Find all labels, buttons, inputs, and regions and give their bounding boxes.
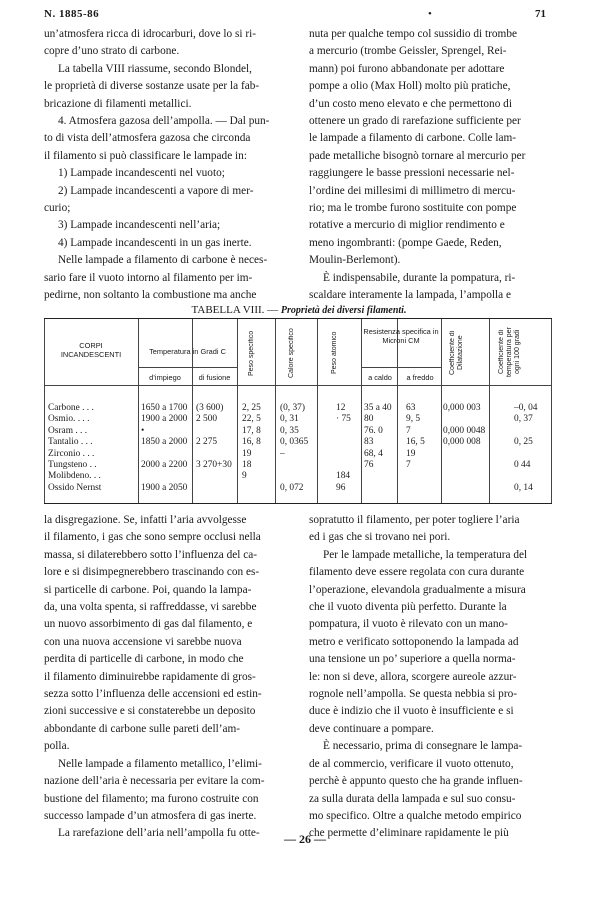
text-line: 4. Atmosfera gazosa dell’ampolla. — Dal pun- (58, 115, 270, 128)
text-line: mo specifico. Oltre a qualche metodo empirico (309, 809, 522, 822)
header-a-freddo: a freddo (406, 373, 434, 382)
properties-table (44, 318, 552, 504)
table-cell-freddo: 19 (406, 448, 416, 459)
table-cell-peso: 17, 8 (242, 425, 261, 436)
text-line: mann) poi furono abbandonate per adottare (309, 62, 505, 75)
header-calore-specifico: Calore specifico (288, 328, 295, 378)
text-line: la disgregazione. Se, infatti l’aria avvolgesse (44, 514, 247, 526)
header-coeff-temperatura: Coefficiente di temperatura per ogni 100 gradi (498, 327, 521, 377)
text-line: Per le lampade metalliche, la temperatura del (323, 548, 528, 561)
column-bottom-left (44, 512, 294, 843)
text-line: una tensione un po’ superiore a quella norma- (309, 653, 516, 666)
text-line: il filamento, i gas che sono sempre occlusi nella (44, 531, 261, 544)
table-cell-calore: – (280, 448, 285, 459)
table-cell-fusione: (3 600) (196, 403, 224, 413)
header-fusione: di fusione (198, 373, 231, 382)
table-cell-calore: 0, 0365 (280, 437, 309, 448)
text-line: scaldare interamente la lampada, l’ampolla e (309, 289, 511, 302)
text-line: le proprietà di diverse sostanze usate per la fab- (44, 80, 260, 93)
text-line: perdita di particelle di carbone, in modo che (44, 653, 244, 666)
text-line: che il vuoto diventa più perfetto. Durante la (309, 601, 507, 614)
table-cell-temp: 0, 14 (514, 482, 533, 493)
text-line: curio; (44, 202, 71, 215)
text-line: 2) Lampade incandescenti a vapore di mer- (58, 184, 254, 197)
text-line: da, una volta spenta, si raffreddasse, vi sarebbe (44, 601, 257, 614)
table-cell-fusione: 2 275 (196, 437, 218, 448)
table-cell-impiego: • (141, 425, 145, 436)
table-row (44, 460, 552, 471)
text-line: 3) Lampade incandescenti nell’aria; (58, 219, 221, 232)
text-line: pedirne, non soltanto la combustione ma anche (44, 289, 257, 302)
table-cell-atomico: 12 (336, 403, 346, 413)
table-cell-caldo: 80 (364, 414, 374, 425)
text-line: l’ordine dei millesimi di millimetro di mercu- (309, 184, 516, 197)
table-cell-calore: 0, 31 (280, 414, 299, 425)
table-cell-impiego: 1900 a 2050 (141, 482, 188, 493)
table-cell-impiego: 1650 a 1700 (141, 403, 188, 413)
table-cell-freddo: 16, 5 (406, 437, 425, 448)
text-line: È indispensabile, durante la pompatura, ri- (323, 271, 516, 284)
header-peso-atomico: Peso atomico (331, 331, 338, 375)
text-line: a mercurio (trombe Geissler, Sprengel, Rei- (309, 45, 507, 58)
text-line: pompe a olio (Max Holl) molto più pratiche, (309, 80, 511, 93)
table-cell-freddo: 63 (406, 403, 416, 413)
page-number: — 26 — (284, 832, 326, 846)
text-line: de al commercio, verificare il vuoto ottenuto, (309, 757, 514, 770)
column-top-left (44, 26, 294, 305)
table-cell-freddo: 7 (406, 425, 411, 436)
table-cell-temp: –0, 04 (514, 403, 538, 413)
table-cell-impiego: 2000 a 2200 (141, 460, 188, 470)
table-cell-peso: 9 (242, 471, 247, 482)
table-row (44, 426, 552, 437)
table-cell-calore: 0, 35 (280, 425, 299, 436)
table-cell-impiego: 1850 a 2000 (141, 437, 188, 448)
text-line: rognole nell’ampolla. Se questa nebbia si pro- (309, 688, 517, 701)
table-row (44, 471, 552, 482)
text-line: È necessario, prima di consegnare le lampa- (323, 740, 523, 753)
text-line: con una nuova accensione vi sarebbe nuova (44, 635, 242, 648)
text-line: le: non si deve, allora, scorgere aureole azzur- (309, 670, 517, 683)
text-line: sario fare il vuoto intorno al filamento per im- (44, 271, 253, 284)
table-cell-name: Ossido Nernst (48, 482, 102, 493)
text-line: che permette d’eliminare rapidamente le più (309, 827, 509, 840)
text-line: il filamento si può classificare le lampade in: (44, 149, 247, 162)
table-cell-peso: 2, 25 (242, 403, 261, 413)
header-a-caldo: a caldo (368, 373, 392, 382)
table-cell-temp: 0, 37 (514, 414, 533, 425)
column-bottom-right (309, 512, 553, 843)
table-cell-peso: 16, 8 (242, 437, 261, 448)
text-line: sezza sotto l’influenza delle accensioni ed estin- (44, 688, 262, 701)
table-title (44, 304, 554, 316)
text-line: pompatura, il vuoto è rilevato con un mano- (309, 618, 508, 631)
table-cell-calore: 0, 072 (280, 482, 304, 493)
text-line: bricazione di filamenti metallici. (44, 97, 192, 110)
table-cell-atomico: 96 (336, 482, 346, 493)
text-line: un’atmosfera ricca di idrocarburi, dove lo si ri- (44, 28, 257, 40)
text-line: to di vista dell’atmosfera gazosa che circonda (44, 132, 251, 145)
table-cell-calore: (0, 37) (280, 403, 305, 413)
text-line: massa, si dilaterebbero sotto l’influenza del ca- (44, 548, 257, 561)
table-cell-caldo: 35 a 40 (364, 403, 392, 413)
table-cell-dilat: 0,000 003 (443, 403, 481, 413)
table-cell-name: Zirconio . . . (48, 448, 95, 459)
table-cell-fusione: 2 500 (196, 414, 218, 425)
table-cell-temp: 0 44 (514, 460, 531, 470)
text-line: nazione dell’aria è necessaria per evitare la com- (44, 775, 265, 788)
table-cell-name: Carbone . . . (48, 403, 94, 413)
text-line: polla. (44, 740, 70, 753)
text-line: rotative a mercurio di miglior rendimento e (309, 219, 505, 232)
table-cell-peso: 18 (242, 460, 252, 470)
text-line: La rarefazione dell’aria nell’ampolla fu otte- (58, 827, 260, 840)
header-dot: • (428, 8, 432, 20)
text-line: Nelle lampade a filamento metallico, l’elimi- (58, 757, 262, 770)
text-line: meno ingombranti: (pompe Gaede, Reden, (309, 236, 502, 249)
page-header-page: 71 (535, 8, 546, 20)
header-peso-specifico: Peso specifico (248, 330, 255, 376)
header-corpi: CORPI INCANDESCENTI (60, 341, 122, 359)
text-line: si particelle di carbone. Poi, quando la lampa- (44, 583, 252, 596)
text-line: sopratutto il filamento, per poter togliere l’aria (309, 514, 520, 526)
column-top-right (309, 26, 553, 305)
table-row (44, 449, 552, 460)
header-impiego: d’impiego (149, 373, 181, 382)
text-line: nuta per qualche tempo col sussidio di trombe (309, 28, 518, 40)
table-cell-caldo: 68, 4 (364, 448, 383, 459)
header-temperatura: Temperatura in Gradi C (149, 347, 226, 356)
text-line: bustione del filamento; ma furono costruite con (44, 792, 259, 805)
text-line: La tabella VIII riassume, secondo Blondel, (58, 62, 252, 75)
text-line: copre d’uno strato di carbone. (44, 45, 180, 58)
table-cell-freddo: 9, 5 (406, 414, 421, 425)
text-line: rio; ma le trombe furono sostituite con pompe (309, 202, 517, 215)
table-row (44, 483, 552, 494)
text-line: deve continuare a pompare. (309, 722, 434, 735)
text-line: lore e si disimpegnerebbero trascinando con es- (44, 566, 260, 579)
text-line: 1) Lampade incandescenti nel vuoto; (58, 167, 225, 180)
text-line: le lampade a filamento di carbone. Colle lam- (309, 132, 517, 145)
table-subtitle: Proprietà dei diversi filamenti. (280, 305, 407, 316)
text-line: zioni successive e si constaterebbe un deposito (44, 705, 256, 718)
header-resistenza: Resistenza specifica in Microni CM (363, 327, 439, 345)
table-cell-fusione: 3 270+30 (196, 460, 232, 470)
text-line: abbondante di carbone sulle pareti dell’am- (44, 722, 241, 735)
text-line: Moulin-Berlemont). (309, 254, 401, 267)
table-row (44, 403, 552, 414)
table-cell-freddo: 7 (406, 460, 411, 470)
text-line: ottenere un grado di rarefazione sufficiente per (309, 115, 521, 128)
table-cell-dilat: 0,000 008 (443, 437, 481, 448)
page-header-number: N. 1885-86 (44, 8, 100, 20)
text-line: metro e verificato sottoponendo la lampada ad (309, 635, 519, 648)
text-line: za sulla durata della lampada e sul suo consu- (309, 792, 516, 805)
table-cell-name: Tungsteno . . (48, 460, 97, 470)
text-line: raggiungere le basse pressioni necessarie nel- (309, 167, 515, 180)
table-cell-caldo: 83 (364, 437, 374, 448)
table-cell-atomico: · 75 (336, 414, 351, 425)
table-cell-dilat: 0,000 0048 (443, 425, 486, 436)
table-row (44, 414, 552, 425)
text-line: filamento deve essere regolata con cura durante (309, 566, 525, 579)
table-cell-caldo: 76. 0 (364, 425, 383, 436)
table-cell-impiego: 1900 a 2000 (141, 414, 188, 425)
text-line: perchè è appunto questo che ha grande influen- (309, 775, 523, 788)
text-line: pade metalliche bisognò tornare al mercurio per (309, 149, 526, 162)
text-line: ed i gas che si trovano nei pori. (309, 531, 451, 544)
table-row (44, 437, 552, 448)
text-line: Nelle lampade a filamento di carbone è neces- (58, 254, 268, 267)
header-coeff-dilatazione: Coefficiente di Dilatazione (449, 330, 464, 376)
text-line: l’operazione, elevandola gradualmente a misura (309, 583, 526, 596)
table-cell-name: Tantalio . . . (48, 437, 93, 448)
table-cell-peso: 19 (242, 448, 252, 459)
text-line: un nuovo assorbimento di gas dal filamento, e (44, 618, 253, 631)
table-cell-temp: 0, 25 (514, 437, 533, 448)
table-cell-atomico: 184 (336, 471, 351, 482)
table-cell-name: Osmio. . . . (48, 414, 90, 425)
text-line: d’un costo meno elevato e che permettono di (309, 97, 512, 110)
table-cell-caldo: 76 (364, 460, 374, 470)
text-line: 4) Lampade incandescenti in un gas inerte. (58, 236, 252, 249)
table-cell-peso: 22, 5 (242, 414, 261, 425)
text-line: successo lampade d’un atmosfera di gas inerte. (44, 809, 257, 822)
text-line: duce è indizio che il vuoto è insufficiente e si (309, 705, 514, 718)
text-line: il filamento diminuirebbe rapidamente di gros- (44, 670, 256, 683)
table-cell-name: Osram . . . (48, 425, 88, 436)
table-title-label: TABELLA VIII. — (191, 304, 279, 316)
table-cell-name: Molibdeno. . . (48, 471, 101, 482)
